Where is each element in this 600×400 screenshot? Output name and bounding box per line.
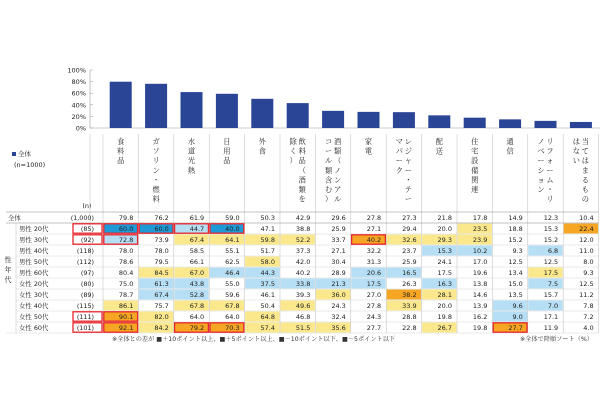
cell-value: 9.3 [512,247,523,255]
cell-value: 20.6 [366,269,382,277]
cell-value: 13.4 [508,269,523,277]
cell-value: 44.7 [189,225,205,233]
cell-value: 42.9 [295,214,311,222]
row-n: (80) [80,280,94,288]
cell-value: 40.2 [366,236,382,244]
cell-value: 6.8 [547,247,559,255]
category-label: 家電 [364,137,373,156]
cell-value: 29.4 [402,225,417,233]
cell-value: 17.1 [543,313,559,321]
cell-value: 23.5 [472,225,488,233]
bar [145,84,167,128]
cell-value: 4.0 [583,324,594,332]
cell-value: 15.3 [543,225,559,233]
cell-value: 17.5 [366,280,382,288]
cell-value: 24.1 [437,258,452,266]
cell-value: 21.3 [331,280,346,288]
cell-value: 51.7 [260,247,275,255]
cell-value: 12.5 [579,280,594,288]
cell-value: 59.8 [260,236,275,244]
cell-value: 17.0 [472,258,488,266]
y-tick-label: 60% [71,89,86,98]
cell-value: 22.8 [402,324,417,332]
cell-value: 32.2 [366,247,382,255]
cell-value: 10.2 [472,247,488,255]
cell-value: 27.8 [366,302,382,310]
row-n: (97) [80,269,94,277]
cell-value: 24.3 [331,302,346,310]
cell-value: 15.7 [543,291,559,299]
cell-value: 7.8 [583,302,594,310]
cell-value: 72.8 [118,236,134,244]
cell-value: 40.2 [295,269,311,277]
y-tick-label: 0% [75,124,86,133]
y-tick-label: 80% [71,78,86,87]
cell-value: 58.0 [260,258,275,266]
cell-value: 66.1 [189,258,205,266]
row-n: (112) [76,258,94,266]
cell-value: 38.8 [295,225,311,233]
cell-value: 79.5 [154,258,169,266]
cell-value: 36.0 [331,291,346,299]
cell-value: 67.8 [225,302,240,310]
category-label: 当てはまるものはない [572,137,590,204]
cell-value: 21.8 [437,214,452,222]
cell-value: 12.5 [543,258,559,266]
legend-sub: (n=1000) [14,161,46,169]
category-label: 酒類（ノンアルコール類含む） [324,137,342,204]
cell-value: 14.9 [508,214,523,222]
cell-value: 59.0 [225,214,240,222]
category-label: 配送 [435,137,443,156]
cell-value: 46.1 [260,291,275,299]
cell-value: 15.2 [543,236,559,244]
cell-value: 76.2 [154,214,169,222]
cell-value: 24.3 [366,313,382,321]
cell-value: 84.2 [154,324,169,332]
row-label: 全体 [8,214,21,222]
cell-value: 78.0 [154,247,169,255]
row-n: (118) [76,247,94,255]
cell-value: 25.9 [402,258,417,266]
cell-value: 23.9 [472,236,488,244]
cell-value: 8.0 [583,258,594,266]
cell-value: 12.5 [508,258,523,266]
cell-value: 55.0 [225,280,240,288]
cell-value: 11.9 [543,324,559,332]
bar [499,119,521,128]
cell-value: 78.6 [118,258,134,266]
cell-value: 17.5 [437,269,452,277]
cell-value: 62.5 [225,258,240,266]
category-label: 日用品 [223,137,231,166]
cell-value: 49.6 [295,302,311,310]
cell-value: 9.3 [583,269,594,277]
y-tick-label: 20% [71,112,86,121]
cell-value: 35.6 [331,324,346,332]
cell-value: 17.5 [543,269,559,277]
row-label: 男性 30代 [19,236,49,244]
cell-value: 50.4 [260,302,275,310]
bar [322,111,344,128]
cell-value: 37.5 [260,280,275,288]
category-label: 水道光熱 [187,137,196,175]
cell-value: 64.1 [225,236,240,244]
cell-value: 78.7 [118,291,134,299]
cell-value: 29.3 [437,236,452,244]
row-label: 女性 60代 [19,324,49,332]
cell-value: 13.8 [472,280,488,288]
cell-value: 20.0 [437,302,452,310]
cell-value: 67.0 [189,269,205,277]
row-label: 女性 20代 [19,280,49,288]
cell-value: 55.1 [225,247,240,255]
row-n: (92) [80,236,94,244]
cell-value: 19.6 [472,269,488,277]
category-label: 食料品 [117,137,125,166]
cell-value: 12.0 [579,236,594,244]
cell-value: 84.5 [154,269,169,277]
cell-value: 61.9 [189,214,205,222]
row-n: (101) [76,324,94,332]
category-label: 住宅設備関連 [471,137,479,194]
cell-value: 27.7 [508,324,523,332]
cell-value: 16.5 [402,269,417,277]
cell-value: 29.6 [331,214,346,222]
cell-value: 82.0 [154,313,169,321]
bar [110,82,132,128]
cell-value: 27.7 [366,324,382,332]
cell-value: 16.3 [437,280,452,288]
legend-label: 全体 [18,150,31,158]
cell-value: 33.7 [331,236,346,244]
cell-value: 31.3 [366,258,382,266]
row-label: 男性 20代 [19,225,49,233]
bar [393,112,415,128]
cell-value: 61.3 [154,280,169,288]
cell-value: 73.9 [154,236,169,244]
bar [535,121,557,128]
cell-value: 33.9 [402,302,417,310]
cell-value: 42.0 [295,258,311,266]
bar [251,99,273,128]
cell-value: 19.8 [472,324,488,332]
cell-value: 70.3 [225,324,240,332]
cell-value: 46.8 [295,313,311,321]
footnote: ※全体との差が ■＋10ポイント以上、■＋5ポイント以上、■－10ポイント以下、■－5ポイント以下 [112,336,396,343]
cell-value: 92.1 [118,324,134,332]
sort-note: ※全体で降順ソート（%） [520,336,593,343]
cell-value: 40.0 [225,225,240,233]
bar [287,103,309,128]
category-label: 通信 [506,137,514,156]
cell-value: 60.0 [118,225,134,233]
cell-value: 59.6 [225,291,240,299]
cell-value: 32.4 [331,313,346,321]
cell-value: 11.0 [579,247,594,255]
bar [181,92,203,128]
cell-value: 17.8 [472,214,488,222]
row-n: (115) [76,302,94,310]
cell-value: 47.1 [260,225,275,233]
cell-value: 28.8 [402,313,417,321]
cell-value: 16.2 [472,313,488,321]
cell-value: 75.7 [154,302,169,310]
row-label: 女性 30代 [19,291,49,299]
cell-value: 32.6 [402,236,417,244]
cell-value: 27.1 [366,225,382,233]
cell-value: 27.8 [366,214,382,222]
row-label: 男性 60代 [19,269,49,277]
cell-value: 43.8 [189,280,205,288]
n-header: (n) [82,202,92,210]
cell-value: 15.2 [508,236,523,244]
cell-value: 67.4 [189,236,205,244]
category-label: 飲料品（酒類を除く） [289,137,306,204]
cell-value: 44.3 [260,269,275,277]
cell-value: 75.0 [118,280,134,288]
cell-value: 15.0 [508,280,523,288]
cell-value: 20.0 [437,225,452,233]
row-label: 女性 40代 [19,302,49,310]
bar [358,112,380,128]
cell-value: 86.1 [118,302,134,310]
cell-value: 27.0 [366,291,382,299]
cell-value: 15.3 [437,247,452,255]
cell-value: 11.2 [579,291,594,299]
category-label: 外食 [258,137,266,156]
bar [428,115,450,128]
side-label: 性年代 [4,256,12,284]
cell-value: 37.3 [295,247,311,255]
row-label: 男性 50代 [19,258,49,266]
row-n: (111) [76,313,94,321]
cell-value: 28.1 [437,291,452,299]
cell-value: 64.0 [189,313,205,321]
cell-value: 27.3 [402,214,417,222]
row-label: 男性 40代 [19,247,49,255]
cell-value: 18.8 [508,225,523,233]
cell-value: 38.2 [402,291,417,299]
cell-value: 90.1 [118,313,134,321]
bar [464,118,486,128]
cell-value: 51.5 [295,324,311,332]
cell-value: 7.2 [583,313,594,321]
cell-value: 26.7 [437,324,452,332]
cell-value: 79.8 [118,214,134,222]
cell-value: 28.9 [331,269,346,277]
cell-value: 26.3 [402,280,417,288]
cell-value: 30.4 [331,258,346,266]
cell-value: 14.6 [472,291,488,299]
cell-value: 52.8 [189,291,205,299]
cell-value: 52.2 [295,236,311,244]
legend-swatch [12,152,16,156]
cell-value: 23.7 [402,247,417,255]
cell-value: 10.4 [579,214,594,222]
cell-value: 7.5 [547,280,559,288]
cell-value: 13.5 [508,291,523,299]
cell-value: 19.8 [437,313,452,321]
cell-value: 9.6 [512,302,523,310]
category-label: リフォーム・リノベーション [537,137,554,204]
cell-value: 79.2 [189,324,205,332]
cell-value: 60.0 [154,225,169,233]
cell-value: 64.8 [260,313,275,321]
cell-value: 78.0 [118,247,134,255]
category-label: レジャー・テーマパーク [395,137,413,204]
cell-value: 50.3 [260,214,275,222]
y-tick-label: 40% [71,101,86,110]
cell-value: 9.0 [512,313,523,321]
y-tick-label: 100% [67,66,86,75]
cell-value: 22.4 [579,225,594,233]
cell-value: 7.0 [547,302,559,310]
cell-value: 25.9 [331,225,346,233]
cell-value: 46.4 [225,269,240,277]
row-n: (85) [80,225,94,233]
cell-value: 80.4 [118,269,134,277]
cell-value: 64.0 [225,313,240,321]
row-n: (89) [80,291,94,299]
cell-value: 13.9 [472,302,488,310]
cell-value: 57.4 [260,324,275,332]
cell-value: 39.3 [295,291,311,299]
cell-value: 67.4 [154,291,169,299]
cell-value: 12.3 [543,214,559,222]
bar [570,122,592,128]
cell-value: 27.1 [331,247,346,255]
cell-value: 58.5 [189,247,205,255]
row-n: (1,000) [70,214,94,222]
row-label: 女性 50代 [19,313,49,321]
category-label: ガソリン・燃料 [152,137,160,204]
cell-value: 67.8 [189,302,205,310]
bar [216,94,238,128]
cell-value: 33.8 [295,280,311,288]
